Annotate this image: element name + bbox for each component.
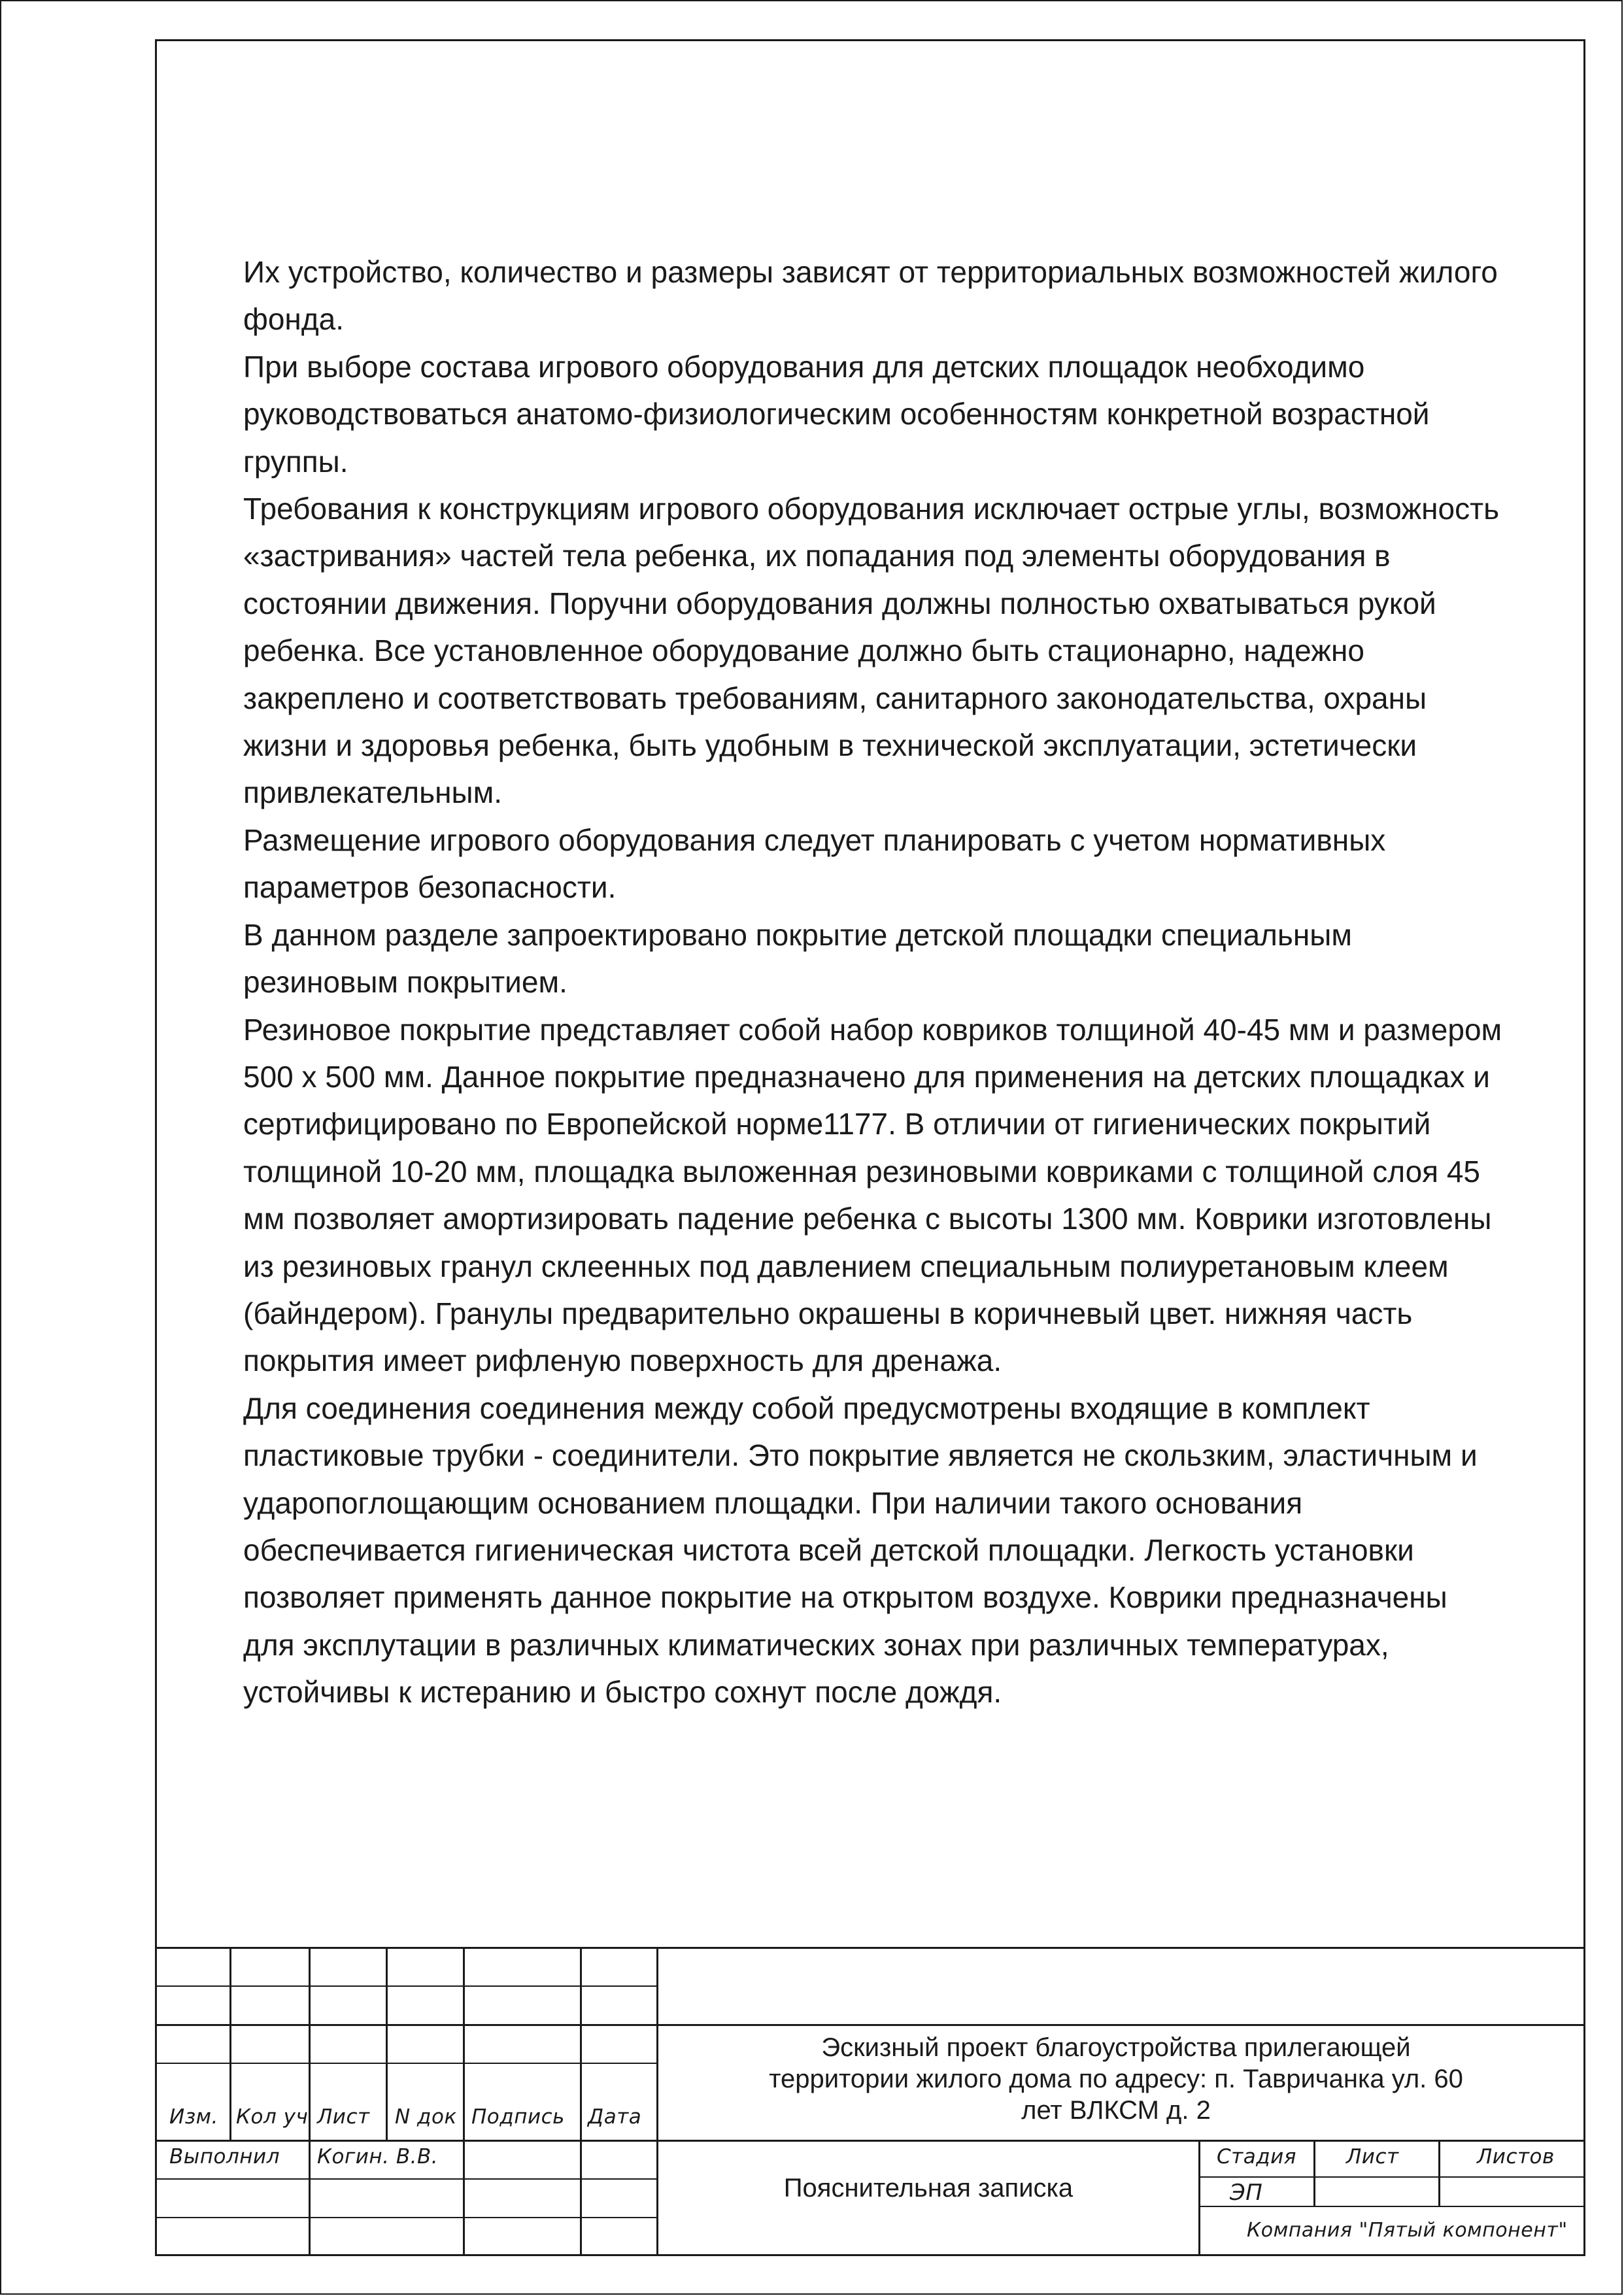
sheet-label: Лист [1346,2145,1399,2169]
paragraph: При выборе состава игрового оборудования для детских площадок необходимо руководствоваться анатомо-физиологическим особенностям конкретной возрастной группы. [243,349,1430,479]
company-name: Компания "Пятый компонент" [1247,2219,1568,2242]
header-doc-number: N док [395,2105,457,2129]
document-body [243,248,1505,1716]
sheets-label: Листов [1477,2145,1555,2169]
header-signature: Подпись [471,2105,565,2129]
paragraph: Их устройство, количество и размеры зависят от территориальных возможностей жилого фонда. [243,255,1498,337]
document-name: Пояснительная записка [783,2174,1074,2203]
paragraph: Резиновое покрытие представляет собой набор ковриков толщиной 40-45 мм и размером 500 х 500 мм. Данное покрытие предназначено для применения на детских площадках и сертифицировано по Европейской норме1177. В отличии от гигиенических покрытий толщиной 10-20 мм, площадка выложенная резиновыми ковриками с толщиной слоя 45 мм позволяет амортизировать падение ребенка с высоты 1300 мм. Коврики изготовлены из резиновых гранул склеенных под давлением специальным полиуретановым клеем (байндером). Гранулы предварительно окрашены в коричневый цвет. нижняя часть покрытия имеет рифленую поверхность для дренажа. [243,1012,1502,1378]
paragraph: В данном разделе запроектировано покрытие детской площадки специальным резиновым покрытием. [243,917,1352,1000]
title-block [155,1947,1585,2256]
stage-value: ЭП [1230,2180,1263,2206]
header-qty: Кол уч [236,2105,309,2129]
stage-label: Стадия [1217,2145,1296,2169]
paragraph: Для соединения соединения между собой предусмотрены входящие в комплект пластиковые трубки - соединители. Это покрытие является не скользким, эластичным и ударопоглощающим основанием площадки. При наличии такого основания обеспечивается гигиеническая чистота всей детской площадки. Легкость установки позволяет применять данное покрытие на открытом воздухе. Коврики предназначены для эксплутации в различных климатических зонах при различных температурах, устойчивы к истеранию и быстро сохнут после дождя. [243,1391,1478,1710]
performed-label: Выполнил [169,2145,280,2169]
header-change: Изм. [169,2105,218,2129]
paragraph: Размещение игрового оборудования следует планировать с учетом нормативных параметров безопасности. [243,822,1386,905]
header-date: Дата [588,2105,642,2129]
project-title: Эскизный проект благоустройства прилегающей территории жилого дома по адресу: п. Тавричанка ул. 60 лет ВЛКСМ д. 2 [769,2033,1463,2125]
header-sheet: Лист [317,2105,370,2129]
paragraph: Требования к конструкциям игрового оборудования исключает острые углы, возможность «застривания» частей тела ребенка, их попадания под элементы оборудования в состоянии движения. Поручни оборудования должны полностью охватываться рукой ребенка. Все установленное оборудование должно быть стационарно, надежно закреплено и соответствовать требованиям, санитарного законодательства, охраны жизни и здоровья ребенка, быть удобным в технической эксплуатации, эстетически привлекательным. [243,492,1500,810]
performer-name: Когин. В.В. [317,2145,439,2169]
